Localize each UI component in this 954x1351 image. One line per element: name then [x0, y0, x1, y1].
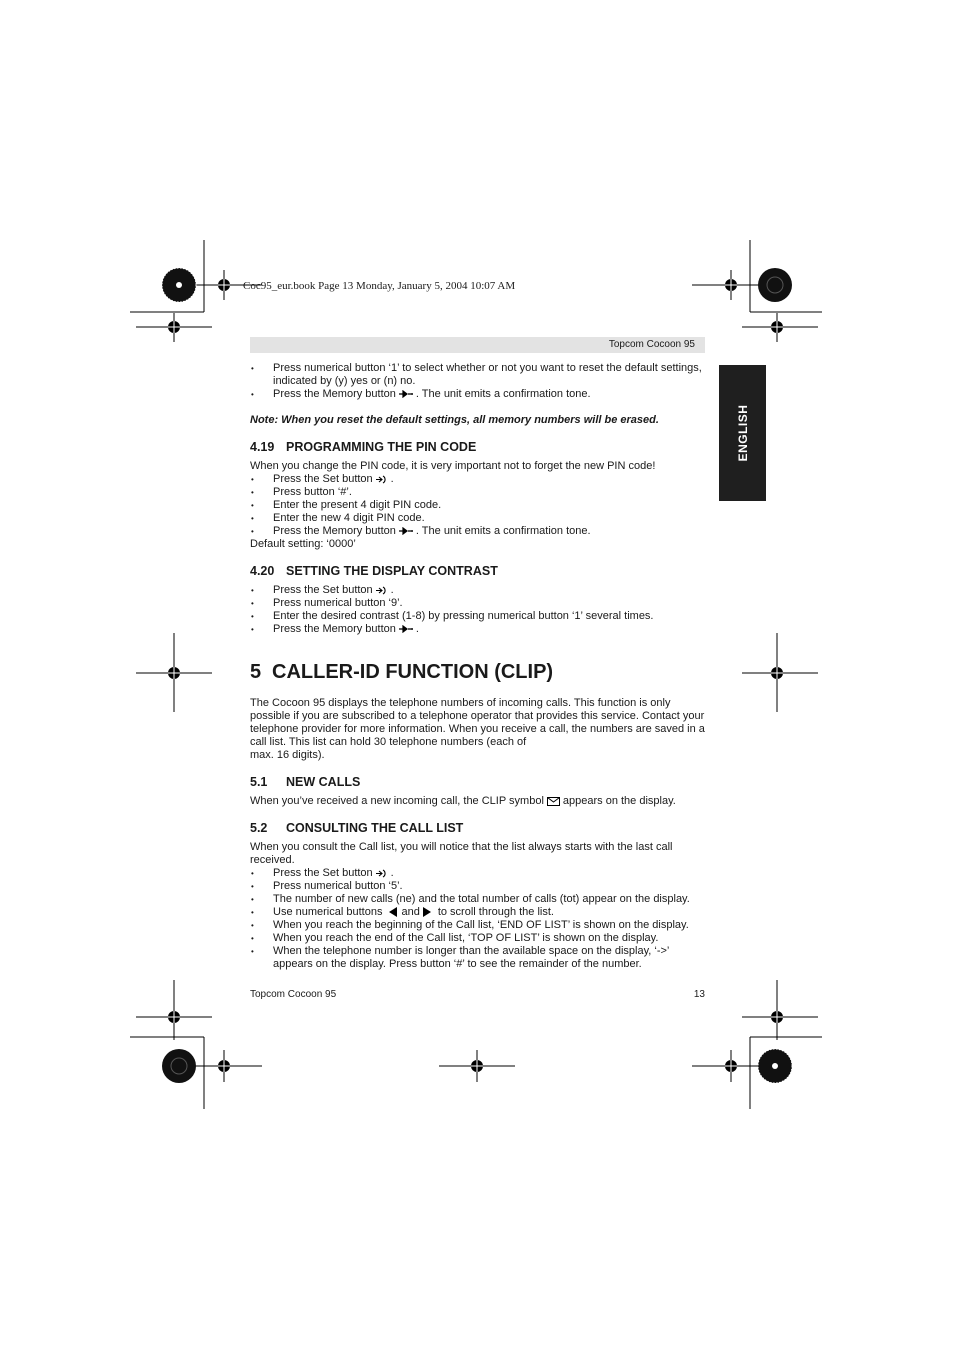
list-item: • The number of new calls (ne) and the total number of calls (tot) appear on the display.: [250, 893, 705, 906]
paragraph: max. 16 digits).: [250, 749, 325, 761]
memory-button-icon: [399, 625, 413, 633]
paragraph: When you’ve received a new incoming call, the CLIP symbol appears on the display.: [250, 795, 676, 807]
running-header: [250, 337, 705, 353]
memory-button-icon: [399, 390, 413, 398]
language-tab-label: ENGLISH: [735, 404, 750, 462]
section-heading: 5.2 CONSULTING THE CALL LIST: [250, 821, 464, 835]
list-item: • Press the Set button .: [250, 584, 705, 597]
list-item: • When you reach the beginning of the Call list, ‘END OF LIST’ is shown on the display.: [250, 919, 705, 932]
list-item: • Use numerical buttons and to scroll through the list.: [250, 906, 705, 919]
list-item: • Press numerical button ‘9’.: [250, 597, 705, 610]
contrast-steps-list: [250, 584, 705, 636]
paragraph: When you consult the Call list, you will notice that the list always starts with the last call received.: [250, 841, 673, 866]
page-number: 13: [693, 989, 705, 1000]
list-item: • Press the Memory button . The unit emits a confirmation tone.: [250, 388, 705, 401]
list-item: • Press the Memory button .: [250, 623, 705, 636]
note: Note: When you reset the default settings, all memory numbers will be erased.: [250, 414, 659, 426]
call-list-steps: [250, 867, 705, 971]
list-item: • Press the Set button .: [250, 473, 705, 486]
paragraph: Default setting: ‘0000’: [250, 538, 356, 550]
list-item: • Press numerical button ‘1’ to select whether or not you want to reset the default settings, indicated by (y) yes or (n) no.: [250, 362, 705, 388]
section-heading: 4.20 SETTING THE DISPLAY CONTRAST: [250, 564, 498, 578]
section-heading: 5.1 NEW CALLS: [250, 775, 361, 789]
list-item: • When you reach the end of the Call list, ‘TOP OF LIST’ is shown on the display.: [250, 932, 705, 945]
chapter-heading: 5 CALLER-ID FUNCTION (CLIP): [250, 661, 554, 683]
list-item: • Enter the present 4 digit PIN code.: [250, 499, 705, 512]
paragraph: The Cocoon 95 displays the telephone numbers of incoming calls. This function is only possible if you are subscribed to a telephone operator that provides this service. Contact your telephone provider for more information. When you receive a call, the numbers are saved in a call list. This list can hold 30 telephone numbers (each of: [250, 697, 705, 748]
list-item: • When the telephone number is longer than the available space on the display, ‘->’ appears on the display. Press button ‘#’ to see the remainder of the number.: [250, 945, 705, 971]
set-button-icon: [376, 869, 388, 878]
right-arrow-icon: [423, 907, 432, 917]
set-button-icon: [376, 586, 388, 595]
list-item: • Press the Set button .: [250, 867, 705, 880]
envelope-icon: [547, 797, 560, 806]
language-tab: [719, 365, 766, 501]
footer-title: Topcom Cocoon 95: [250, 989, 337, 1000]
pin-steps-list: [250, 473, 705, 538]
list-item: • Press button ‘#’.: [250, 486, 705, 499]
list-item: • Enter the new 4 digit PIN code.: [250, 512, 705, 525]
memory-button-icon: [399, 527, 413, 535]
header-title: Topcom Cocoon 95: [608, 339, 695, 350]
list-item: • Press numerical button ‘5’.: [250, 880, 705, 893]
section-heading: 4.19 PROGRAMMING THE PIN CODE: [250, 440, 477, 454]
intro-list: [250, 362, 705, 401]
paragraph: When you change the PIN code, it is very important not to forget the new PIN code!: [250, 460, 656, 472]
list-item: • Press the Memory button . The unit emits a confirmation tone.: [250, 525, 705, 538]
print-meta: Coc95_eur.book Page 13 Monday, January 5, 2004 10:07 AM: [243, 280, 516, 292]
set-button-icon: [376, 475, 388, 484]
left-arrow-icon: [389, 907, 398, 917]
page-content: [250, 362, 705, 971]
list-item: • Enter the desired contrast (1-8) by pressing numerical button ‘1’ several times.: [250, 610, 705, 623]
